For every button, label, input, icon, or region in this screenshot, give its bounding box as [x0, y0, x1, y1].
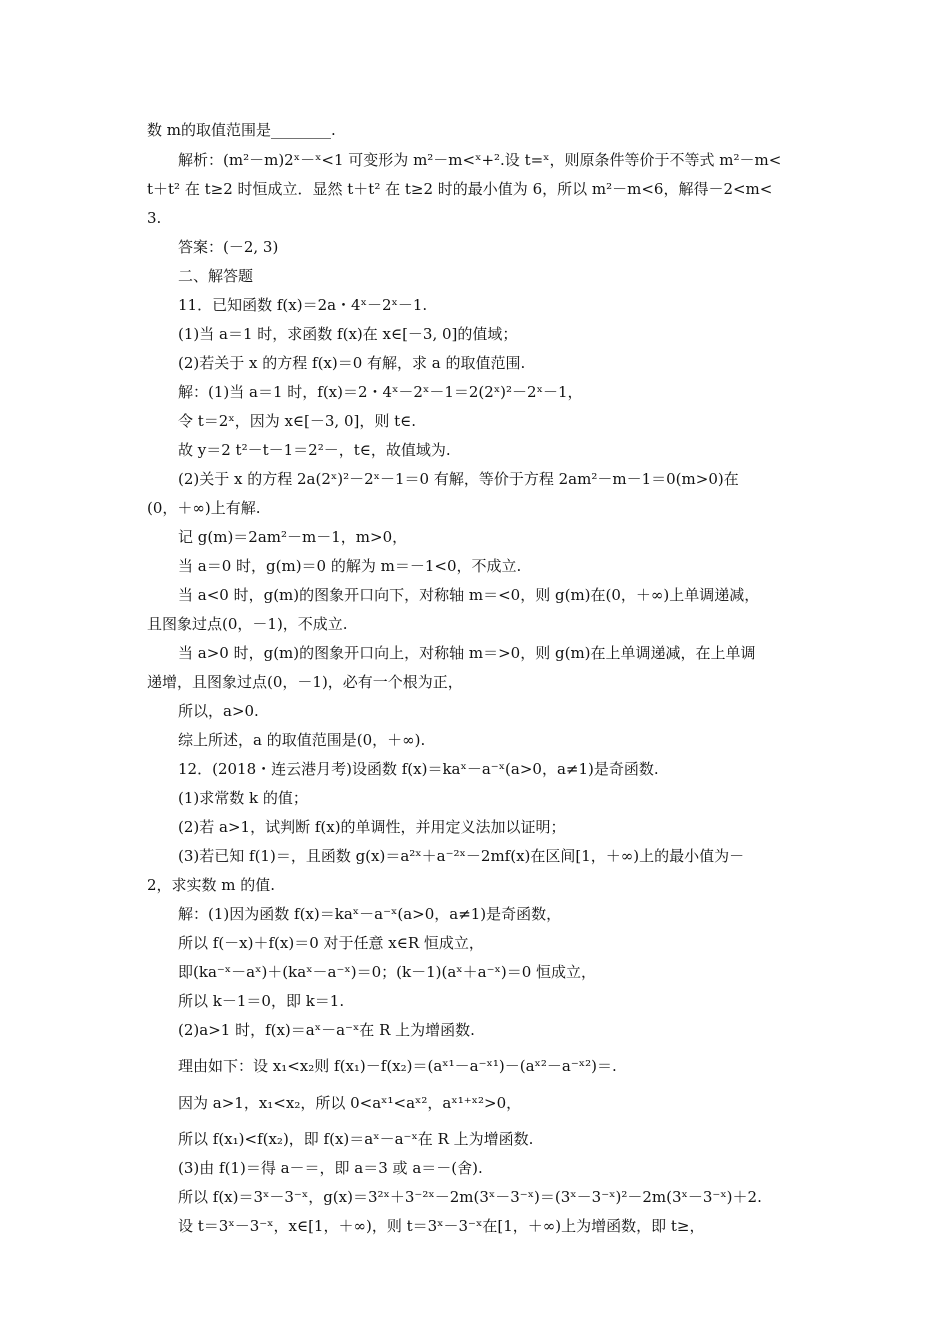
- text-line: 递增，且图象过点(0，－1)，必有一个根为正，: [147, 673, 463, 691]
- text-line: 3.: [147, 209, 162, 227]
- text-line: 即(ka⁻ˣ－aˣ)＋(kaˣ－a⁻ˣ)＝0；(k－1)(aˣ＋a⁻ˣ)＝0 恒成立，: [178, 963, 597, 981]
- text-line: 2，求实数 m 的值.: [147, 876, 276, 894]
- text-line: 解：(1)当 a＝1 时，f(x)＝2・4ˣ－2ˣ－1＝2(2ˣ)²－2ˣ－1，: [178, 383, 583, 401]
- section-heading: 二、解答题: [178, 267, 254, 285]
- text-line: (3)若已知 f(1)＝，且函数 g(x)＝a²ˣ＋a⁻²ˣ－2mf(x)在区间[1，＋∞)上的最小值为－: [178, 847, 745, 865]
- answer-line: 答案：(－2, 3): [178, 238, 279, 256]
- text-line: 数 m的取值范围是________.: [147, 121, 336, 139]
- text-line: 所以 f(x)＝3ˣ－3⁻ˣ，g(x)＝3²ˣ＋3⁻²ˣ－2m(3ˣ－3⁻ˣ)＝(3ˣ－3⁻ˣ)²－2m(3ˣ－3⁻ˣ)＋2.: [178, 1188, 762, 1206]
- text-line: 理由如下：设 x₁<x₂则 f(x₁)－f(x₂)＝(aˣ¹－a⁻ˣ¹)－(aˣ²－a⁻ˣ²)＝.: [178, 1057, 617, 1075]
- text-line: (3)由 f(1)＝得 a－＝，即 a＝3 或 a＝－(舍).: [178, 1159, 483, 1177]
- text-line: (2)若 a>1，试判断 f(x)的单调性，并用定义法加以证明；: [178, 818, 566, 836]
- text-line: 所以，a>0.: [178, 702, 259, 720]
- problem-11-title: 11．已知函数 f(x)＝2a・4ˣ－2ˣ－1.: [178, 296, 428, 314]
- text-line: 当 a＝0 时，g(m)＝0 的解为 m＝－1<0，不成立.: [178, 557, 522, 575]
- text-line: 故 y＝2 t²－t－1＝2²－，t∈，故值域为.: [178, 441, 451, 459]
- text-line: t＋t² 在 t≥2 时恒成立．显然 t＋t² 在 t≥2 时的最小值为 6，所以 m²－m<6，解得－2<m<: [147, 180, 773, 198]
- text-line: 记 g(m)＝2am²－m－1，m>0，: [178, 528, 408, 546]
- text-line: (2)关于 x 的方程 2a(2ˣ)²－2ˣ－1＝0 有解，等价于方程 2am²－m－1＝0(m>0)在: [178, 470, 739, 488]
- text-line: 所以 k－1＝0，即 k＝1.: [178, 992, 345, 1010]
- text-line: 解析：(m²－m)2ˣ－ˣ<1 可变形为 m²－m<ˣ+².设 t=ˣ，则原条件等价于不等式 m²－m<: [178, 151, 782, 169]
- text-line: (1)当 a＝1 时，求函数 f(x)在 x∈[－3, 0]的值域；: [178, 325, 518, 343]
- text-line: 设 t＝3ˣ－3⁻ˣ，x∈[1，＋∞)，则 t＝3ˣ－3⁻ˣ在[1，＋∞)上为增函数，即 t≥，: [178, 1217, 705, 1235]
- problem-12-title: 12．(2018・连云港月考)设函数 f(x)＝kaˣ－a⁻ˣ(a>0，a≠1)是奇函数.: [178, 760, 659, 778]
- text-line: (2)若关于 x 的方程 f(x)＝0 有解，求 a 的取值范围.: [178, 354, 526, 372]
- text-line: (2)a>1 时，f(x)＝aˣ－a⁻ˣ在 R 上为增函数.: [178, 1021, 475, 1039]
- text-line: (0，＋∞)上有解.: [147, 499, 261, 517]
- text-line: 当 a<0 时，g(m)的图象开口向下，对称轴 m＝<0，则 g(m)在(0，＋∞)上单调递减，: [178, 586, 760, 604]
- text-line: 所以 f(x₁)<f(x₂)，即 f(x)＝aˣ－a⁻ˣ在 R 上为增函数.: [178, 1130, 534, 1148]
- text-line: 综上所述，a 的取值范围是(0，＋∞).: [178, 731, 426, 749]
- text-line: 所以 f(－x)＋f(x)＝0 对于任意 x∈R 恒成立，: [178, 934, 484, 952]
- text-line: 解：(1)因为函数 f(x)＝kaˣ－a⁻ˣ(a>0，a≠1)是奇函数，: [178, 905, 562, 923]
- text-line: 令 t＝2ˣ，因为 x∈[－3, 0]，则 t∈.: [178, 412, 417, 430]
- text-line: 当 a>0 时，g(m)的图象开口向上，对称轴 m＝>0，则 g(m)在上单调递减，在上单调: [178, 644, 756, 662]
- text-line: 因为 a>1，x₁<x₂，所以 0<aˣ¹<aˣ²，aˣ¹⁺ˣ²>0，: [178, 1094, 522, 1112]
- text-line: 且图象过点(0，－1)，不成立.: [147, 615, 348, 633]
- text-line: (1)求常数 k 的值；: [178, 789, 308, 807]
